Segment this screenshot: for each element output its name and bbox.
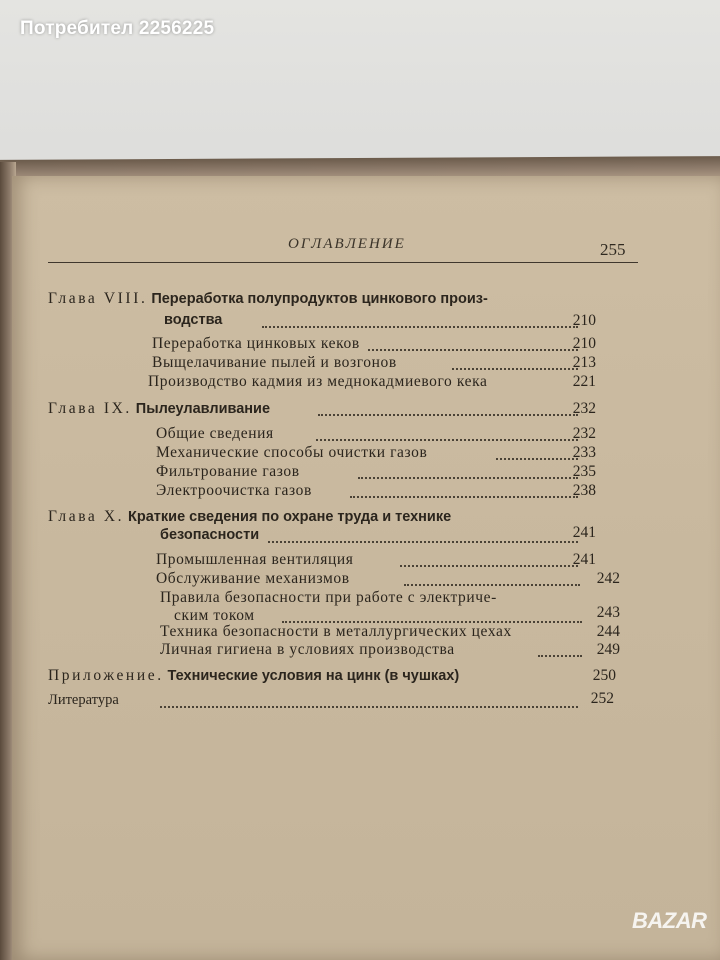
- entry-page: 244: [596, 623, 620, 640]
- entry-page: 213: [572, 354, 596, 371]
- bazar-logo: BAZAR: [632, 908, 707, 933]
- header-rule: [48, 262, 638, 263]
- entry-page: 210: [572, 312, 596, 329]
- entry-page: 249: [596, 641, 620, 658]
- leader-dots: [368, 349, 578, 351]
- entry-page: 235: [572, 463, 596, 480]
- chapter-8-heading: [48, 290, 488, 308]
- page-number: 255: [600, 240, 626, 259]
- section-title-cont: ским током: [174, 607, 255, 624]
- leader-dots: [358, 477, 578, 479]
- leader-dots: [262, 326, 578, 328]
- appendix-label: Приложение.: [48, 667, 164, 684]
- leader-dots: [268, 541, 578, 543]
- leader-dots: [404, 584, 580, 586]
- section-title: Производство кадмия из меднокадмиевого кека: [148, 373, 488, 390]
- section-title: Правила безопасности при работе с электриче-: [160, 589, 497, 606]
- chapter-title: Пылеулавливание: [135, 401, 271, 417]
- entry-page: 232: [572, 425, 596, 442]
- chapter-title: Переработка полупродуктов цинкового произ-: [151, 291, 488, 307]
- appendix-title: Технические условия на цинк (в чушках): [167, 668, 460, 684]
- section-title: Механические способы очистки газов: [156, 444, 428, 461]
- chapter-10-heading: [48, 508, 451, 526]
- section-title: Техника безопасности в металлургических цехах: [160, 623, 512, 640]
- section-title: Обслуживание механизмов: [156, 570, 350, 587]
- section-title: Общие сведения: [156, 425, 274, 442]
- leader-dots: [160, 706, 578, 708]
- entry-page: 233: [572, 444, 596, 461]
- leader-dots: [316, 439, 578, 441]
- entry-page: 250: [592, 667, 616, 684]
- appendix-heading: [48, 667, 459, 685]
- entry-page: 238: [572, 482, 596, 499]
- entry-page: 242: [596, 570, 620, 587]
- chapter-label: Глава IX.: [48, 400, 132, 417]
- chapter-title: Краткие сведения по охране труда и технике: [128, 509, 452, 525]
- page-header-title: ОГЛАВЛЕНИЕ: [288, 236, 406, 252]
- entry-page: 241: [572, 551, 596, 568]
- entry-page: 243: [596, 604, 620, 621]
- entry-page: 252: [590, 690, 614, 707]
- section-title: Электроочистка газов: [156, 482, 312, 499]
- literature-title: Литература: [48, 692, 119, 708]
- seller-username: Потребител 2256225: [20, 18, 215, 39]
- chapter-title-cont: водства: [164, 312, 223, 328]
- section-title: Фильтрование газов: [156, 463, 300, 480]
- section-title: Промышленная вентиляция: [156, 551, 354, 568]
- leader-dots: [350, 496, 578, 498]
- chapter-label: Глава X.: [48, 508, 125, 525]
- chapter-9-heading: [48, 400, 270, 418]
- chapter-title-cont: безопасности: [160, 527, 260, 543]
- section-title: Переработка цинковых кеков: [152, 335, 360, 352]
- section-title: Выщелачивание пылей и возгонов: [152, 354, 397, 371]
- entry-page: 221: [572, 373, 596, 390]
- leader-dots: [318, 414, 578, 416]
- entry-page: 232: [572, 400, 596, 417]
- chapter-label: Глава VIII.: [48, 290, 148, 307]
- entry-page: 241: [572, 524, 596, 541]
- entry-page: 210: [572, 335, 596, 352]
- section-title: Личная гигиена в условиях производства: [160, 641, 455, 658]
